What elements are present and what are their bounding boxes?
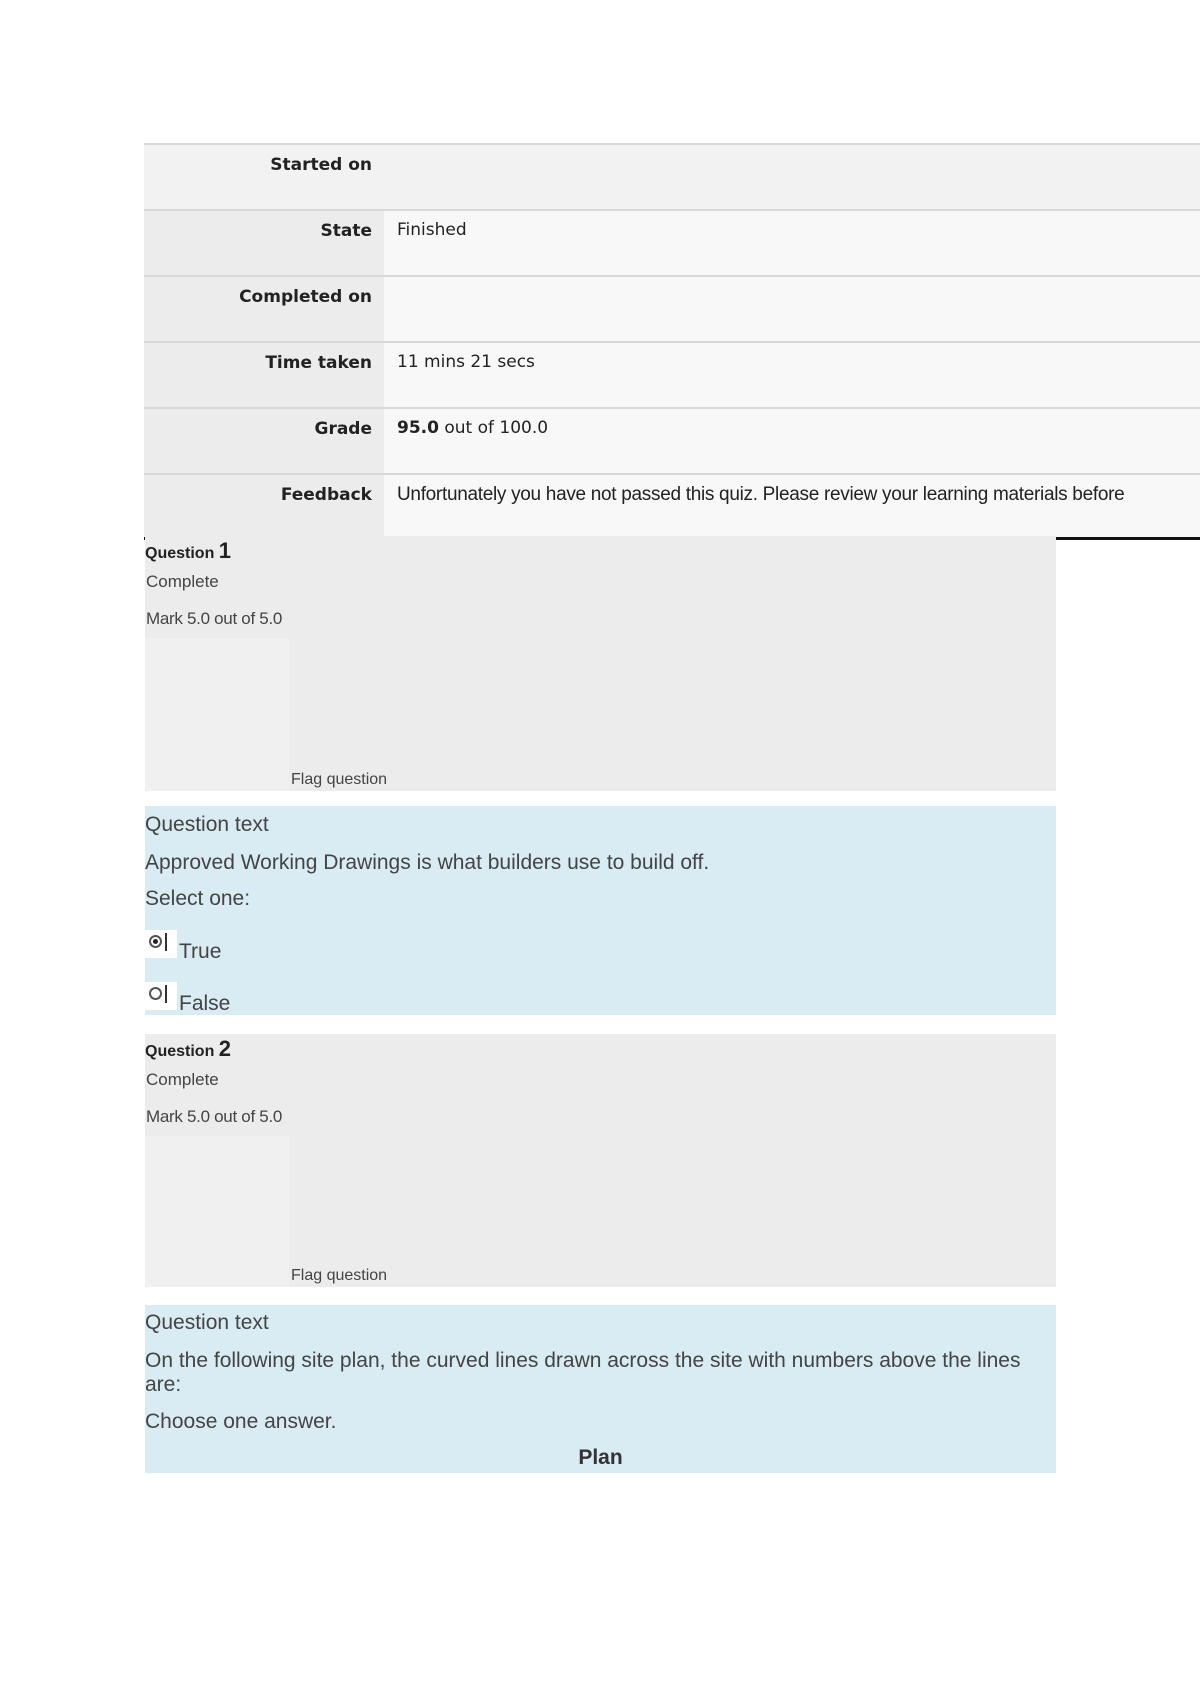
- question-text: On the following site plan, the curved lines drawn across the site with numbers above the lines are:: [145, 1349, 1021, 1396]
- flag-question-link[interactable]: Flag question: [291, 771, 388, 788]
- summary-value: [384, 145, 1200, 209]
- summary-value: 11 mins 21 secs: [384, 343, 1200, 407]
- summary-row-feedback: [144, 473, 1200, 540]
- radio-true[interactable]: [145, 930, 177, 958]
- question-text-title: Question text: [145, 1311, 269, 1334]
- grade-out-of: out of 100.0: [438, 418, 549, 438]
- question-word: Question: [145, 545, 215, 562]
- question-state: Complete: [146, 572, 219, 591]
- question-number: [145, 538, 231, 564]
- question-info-side-panel: [145, 638, 289, 791]
- radio-false[interactable]: [145, 982, 177, 1010]
- question-prompt: Choose one answer.: [145, 1410, 337, 1433]
- question-mark: Mark 5.0 out of 5.0: [146, 1107, 283, 1126]
- answer-option-true[interactable]: [145, 930, 222, 963]
- question-number-value: 1: [218, 538, 232, 563]
- question-text: Approved Working Drawings is what builders use to build off.: [145, 851, 710, 874]
- summary-value: [384, 409, 1200, 473]
- feedback-text: Unfortunately you have not passed this quiz. Please review your learning materials before: [384, 475, 1200, 537]
- question-state: Complete: [146, 1070, 219, 1089]
- summary-label: Feedback: [144, 475, 384, 537]
- summary-row-time-taken: [144, 341, 1200, 407]
- question-2-info: [145, 1034, 1056, 1287]
- question-1-info: [145, 536, 1056, 791]
- summary-label: Started on: [144, 145, 384, 209]
- radio-unchecked-icon: [149, 987, 162, 1000]
- quiz-summary-table: [144, 143, 1200, 540]
- question-text-title: Question text: [145, 813, 269, 836]
- summary-row-completed-on: [144, 275, 1200, 341]
- question-mark: Mark 5.0 out of 5.0: [146, 609, 283, 628]
- radio-checked-icon: [149, 935, 162, 948]
- summary-value: Finished: [384, 211, 1200, 275]
- answer-option-false[interactable]: [145, 982, 231, 1015]
- question-word: Question: [145, 1043, 215, 1060]
- summary-value: [384, 277, 1200, 341]
- question-2-content: [145, 1305, 1056, 1473]
- summary-label: State: [144, 211, 384, 275]
- figure-title: Plan: [578, 1446, 623, 1469]
- grade-score: 95.0: [397, 418, 439, 438]
- question-1-content: [145, 806, 1056, 1015]
- question-number-value: 2: [218, 1036, 232, 1061]
- summary-label: Time taken: [144, 343, 384, 407]
- question-info-side-panel: [145, 1136, 289, 1287]
- summary-row-state: [144, 209, 1200, 275]
- summary-row-grade: [144, 407, 1200, 473]
- question-number: [145, 1036, 231, 1062]
- question-prompt: Select one:: [145, 887, 251, 910]
- answer-label: True: [179, 940, 222, 963]
- summary-row-started-on: [144, 143, 1200, 209]
- flag-question-link[interactable]: Flag question: [291, 1267, 388, 1284]
- answer-label: False: [179, 992, 231, 1015]
- summary-label: Completed on: [144, 277, 384, 341]
- summary-label: Grade: [144, 409, 384, 473]
